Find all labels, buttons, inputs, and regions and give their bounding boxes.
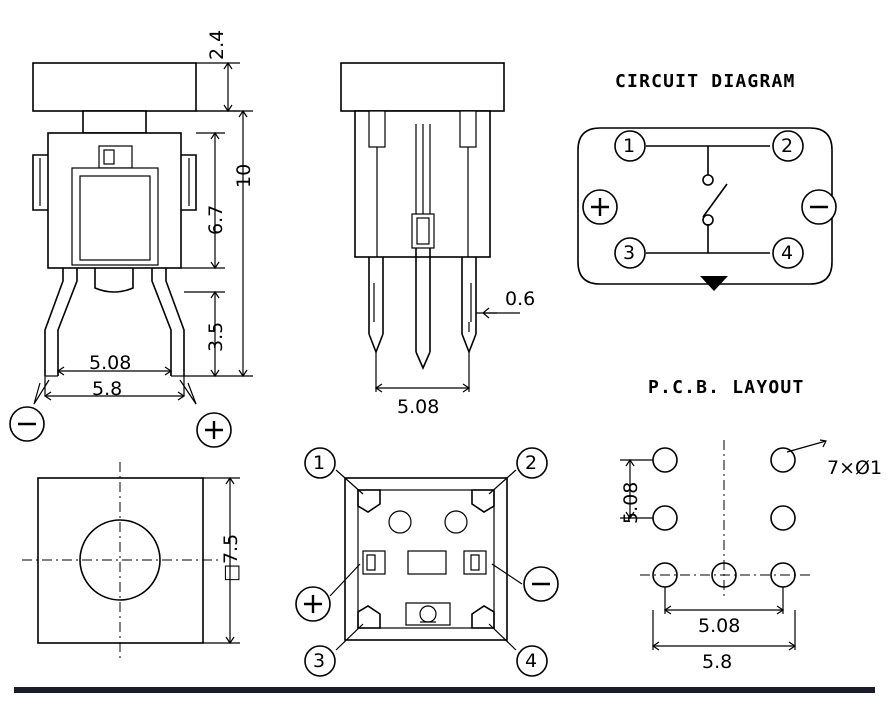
circuit-pin-2: 2 bbox=[781, 135, 794, 157]
square-value: 7.5 bbox=[220, 533, 242, 565]
bottom-pin-3: 3 bbox=[313, 650, 326, 672]
side-view-geometry bbox=[341, 63, 520, 392]
pcb-dim-vertical-pitch: 5.08 bbox=[620, 481, 642, 524]
pcb-dim-outer-width: 5.8 bbox=[702, 651, 733, 673]
circuit-diagram-geometry bbox=[578, 128, 836, 291]
dim-square-size bbox=[220, 534, 242, 582]
dim-side-pitch: 5.08 bbox=[397, 396, 440, 418]
footer-rule bbox=[14, 687, 875, 693]
pcb-hole-note: 7×Ø1 bbox=[827, 457, 883, 479]
circuit-pin-1: 1 bbox=[623, 135, 636, 157]
dim-total-height: 10 bbox=[233, 163, 255, 188]
dim-lead-length: 3.5 bbox=[205, 321, 227, 352]
square-symbol: □ bbox=[220, 564, 242, 582]
bottom-pin-4: 4 bbox=[525, 650, 538, 672]
dim-lead-width: 0.6 bbox=[505, 288, 536, 310]
pcb-layout-title: P.C.B. LAYOUT bbox=[648, 377, 805, 398]
circuit-pin-3: 3 bbox=[623, 242, 636, 264]
pcb-dim-horizontal-pitch: 5.08 bbox=[698, 615, 741, 637]
bottom-pin-1: 1 bbox=[313, 452, 326, 474]
top-view-geometry bbox=[22, 462, 240, 659]
circuit-pin-4: 4 bbox=[781, 242, 794, 264]
front-view-geometry bbox=[10, 63, 253, 447]
circuit-diagram-title: CIRCUIT DIAGRAM bbox=[615, 71, 796, 92]
dim-front-body-width: 5.8 bbox=[92, 378, 123, 400]
dim-front-pitch: 5.08 bbox=[89, 352, 132, 374]
dim-body-height: 6.7 bbox=[205, 204, 227, 235]
dim-cap-height: 2.4 bbox=[206, 29, 228, 60]
bottom-view-geometry bbox=[296, 448, 558, 676]
bottom-pin-2: 2 bbox=[525, 452, 538, 474]
